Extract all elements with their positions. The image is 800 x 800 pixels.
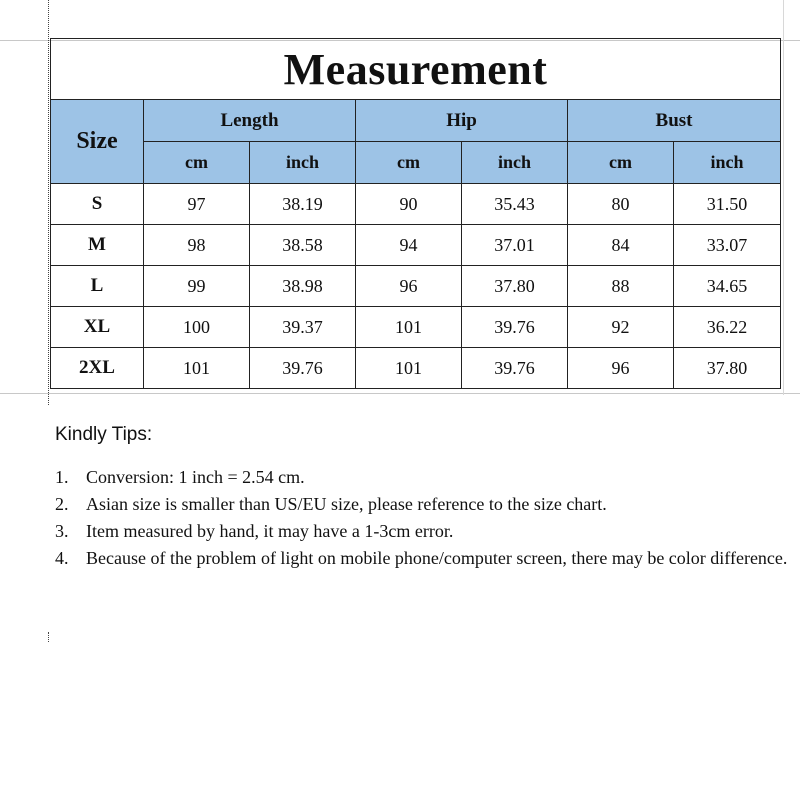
- size-chart-table: [50, 38, 781, 389]
- table-cell: 96: [356, 266, 462, 307]
- table-cell: 39.76: [250, 348, 356, 389]
- table-cell: 38.58: [250, 225, 356, 266]
- table-cell: 84: [568, 225, 674, 266]
- unit-header: cm: [568, 142, 674, 184]
- unit-header: inch: [674, 142, 781, 184]
- list-number: 4.: [55, 548, 69, 568]
- table-cell: 80: [568, 184, 674, 225]
- table-row: [51, 348, 781, 389]
- table-cell: 38.19: [250, 184, 356, 225]
- list-item: [55, 491, 800, 518]
- size-column-header: Size: [51, 100, 144, 184]
- table-cell: 37.80: [674, 348, 781, 389]
- tip-text: Item measured by hand, it may have a 1-3cm error.: [86, 521, 454, 541]
- bottom-divider: [0, 393, 800, 394]
- table-cell: 90: [356, 184, 462, 225]
- table-row: [51, 307, 781, 348]
- table-cell: 96: [568, 348, 674, 389]
- table-cell: 98: [144, 225, 250, 266]
- bust-group-header: Bust: [568, 100, 781, 142]
- table-cell: 101: [356, 348, 462, 389]
- table-cell: 92: [568, 307, 674, 348]
- right-edge-line: [783, 0, 784, 395]
- unit-header: cm: [356, 142, 462, 184]
- table-row: [51, 225, 781, 266]
- table-cell: 35.43: [462, 184, 568, 225]
- table-cell: 99: [144, 266, 250, 307]
- size-label: S: [51, 184, 144, 225]
- table-cell: 38.98: [250, 266, 356, 307]
- table-cell: 100: [144, 307, 250, 348]
- table-cell: 101: [144, 348, 250, 389]
- table-cell: 97: [144, 184, 250, 225]
- list-number: 3.: [55, 521, 69, 541]
- size-label: XL: [51, 307, 144, 348]
- list-item: [55, 518, 800, 545]
- table-cell: 36.22: [674, 307, 781, 348]
- list-number: 1.: [55, 467, 69, 487]
- unit-header: cm: [144, 142, 250, 184]
- left-margin-tick: [48, 632, 49, 642]
- length-group-header: Length: [144, 100, 356, 142]
- table-cell: 39.76: [462, 307, 568, 348]
- kindly-tips-section: [55, 424, 800, 572]
- table-row: [51, 184, 781, 225]
- table-cell: 37.80: [462, 266, 568, 307]
- size-label: M: [51, 225, 144, 266]
- table-cell: 34.65: [674, 266, 781, 307]
- table-row: [51, 266, 781, 307]
- tips-list: [55, 464, 800, 572]
- list-number: 2.: [55, 494, 69, 514]
- hip-group-header: Hip: [356, 100, 568, 142]
- left-margin-guide: [48, 0, 49, 405]
- table-cell: 39.76: [462, 348, 568, 389]
- table-cell: 39.37: [250, 307, 356, 348]
- list-item: [55, 464, 800, 491]
- tip-text: Asian size is smaller than US/EU size, please reference to the size chart.: [86, 494, 607, 514]
- table-cell: 37.01: [462, 225, 568, 266]
- unit-header: inch: [250, 142, 356, 184]
- tip-text: Because of the problem of light on mobile phone/computer screen, there may be color difference.: [86, 548, 788, 568]
- table-cell: 94: [356, 225, 462, 266]
- table-cell: 101: [356, 307, 462, 348]
- table-cell: 33.07: [674, 225, 781, 266]
- table-title: Measurement: [51, 39, 781, 100]
- size-label: L: [51, 266, 144, 307]
- table-cell: 88: [568, 266, 674, 307]
- tip-text: Conversion: 1 inch = 2.54 cm.: [86, 467, 305, 487]
- tips-heading: Kindly Tips:: [55, 424, 153, 445]
- size-label: 2XL: [51, 348, 144, 389]
- unit-header: inch: [462, 142, 568, 184]
- table-cell: 31.50: [674, 184, 781, 225]
- list-item: [55, 545, 800, 572]
